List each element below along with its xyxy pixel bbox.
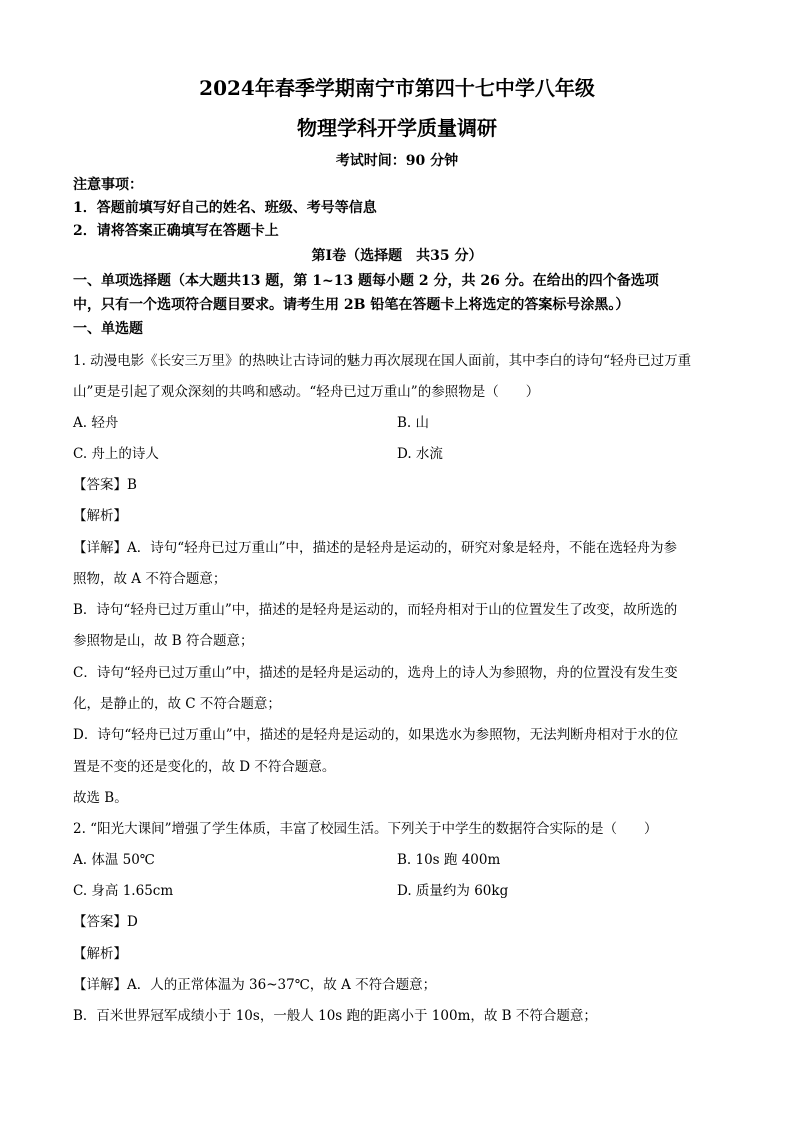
q1-answer-label: 【答案】 xyxy=(73,477,127,493)
q2-detail-line-1: 【详解】A．人的正常体温为 36~37℃，故 A 不符合题意； xyxy=(73,977,437,993)
section-desc-line-1: 一、单项选择题（本大题共13 题，第 1~13 题每小题 2 分，共 26 分。在给出的四个备选项 xyxy=(73,273,659,289)
section-desc-line-2: 中，只有一个选项符合题目要求。请考生用 2B 铅笔在答题卡上将选定的答案标号涂黑。） xyxy=(73,297,630,313)
notes-item-2: 2．请将答案正确填写在答题卡上 xyxy=(73,223,279,239)
q1-analysis-label: 【解析】 xyxy=(73,508,127,524)
q1-conclusion: 故选 B。 xyxy=(73,790,128,806)
q1-option-d: D. 水流 xyxy=(397,446,443,462)
q1-detail-line-4: 参照物是山，故 B 符合题意； xyxy=(73,633,254,649)
q2-option-c: C. 身高 1.65cm xyxy=(73,883,174,899)
notes-item-1: 1．答题前填写好自己的姓名、班级、考号等信息 xyxy=(73,200,377,216)
q1-detail-line-1: 【详解】A．诗句“轻舟已过万重山”中，描述的是轻舟是运动的，研究对象是轻舟，不能在选轻舟为参 xyxy=(73,540,678,556)
exam-time: 考试时间：90 分钟 xyxy=(335,153,459,169)
q2-option-a: A. 体温 50℃ xyxy=(73,852,155,868)
q1-detail-line-6: 化，是静止的，故 C 不符合题意； xyxy=(73,696,281,712)
q2-option-d: D. 质量约为 60kg xyxy=(397,883,509,899)
q2-analysis-label: 【解析】 xyxy=(73,946,127,962)
section-subheading: 一、单选题 xyxy=(73,321,143,337)
q1-answer-value: B xyxy=(127,477,137,493)
q1-stem-line-1: 1. 动漫电影《长安三万里》的热映让古诗词的魅力再次展现在国人面前，其中李白的诗句“轻舟已过万重 xyxy=(73,353,692,369)
q1-detail-line-8: 置是不变的还是变化的，故 D 不符合题意。 xyxy=(73,759,336,775)
title-line-2: 物理学科开学质量调研 xyxy=(297,116,497,140)
q2-stem: 2. “阳光大课间”增强了学生体质，丰富了校园生活。下列关于中学生的数据符合实际的是（ ） xyxy=(73,821,658,837)
q2-detail-line-2: B．百米世界冠军成绩小于 10s，一般人 10s 跑的距离小于 100m，故 B 不符合题意； xyxy=(73,1008,597,1024)
q1-option-b: B. 山 xyxy=(397,415,430,431)
q1-answer xyxy=(73,473,137,493)
section-title: 第Ⅰ卷（选择题 共35 分） xyxy=(311,248,483,264)
title-line-1: 2024年春季学期南宁市第四十七中学八年级 xyxy=(199,76,595,100)
q2-answer xyxy=(73,910,138,930)
q2-answer-label: 【答案】 xyxy=(73,914,127,930)
q1-detail-line-2: 照物，故 A 不符合题意； xyxy=(73,571,227,587)
q1-detail-line-3: B．诗句“轻舟已过万重山”中，描述的是轻舟是运动的，而轻舟相对于山的位置发生了改变，故所选的 xyxy=(73,602,678,618)
q1-option-c: C. 舟上的诗人 xyxy=(73,446,159,462)
q1-detail-line-5: C．诗句“轻舟已过万重山”中，描述的是轻舟是运动的，选舟上的诗人为参照物，舟的位置没有发生变 xyxy=(73,665,678,681)
q1-stem-line-2: 山”更是引起了观众深刻的共鸣和感动。“轻舟已过万重山”的参照物是（ ） xyxy=(73,384,540,400)
q2-answer-value: D xyxy=(127,914,138,930)
q2-option-b: B. 10s 跑 400m xyxy=(397,852,501,868)
notes-heading: 注意事项： xyxy=(73,177,143,193)
q1-option-a: A. 轻舟 xyxy=(73,415,119,431)
q1-detail-line-7: D．诗句“轻舟已过万重山”中，描述的是轻舟是运动的，如果选水为参照物，无法判断舟相对于水的位 xyxy=(73,727,679,743)
